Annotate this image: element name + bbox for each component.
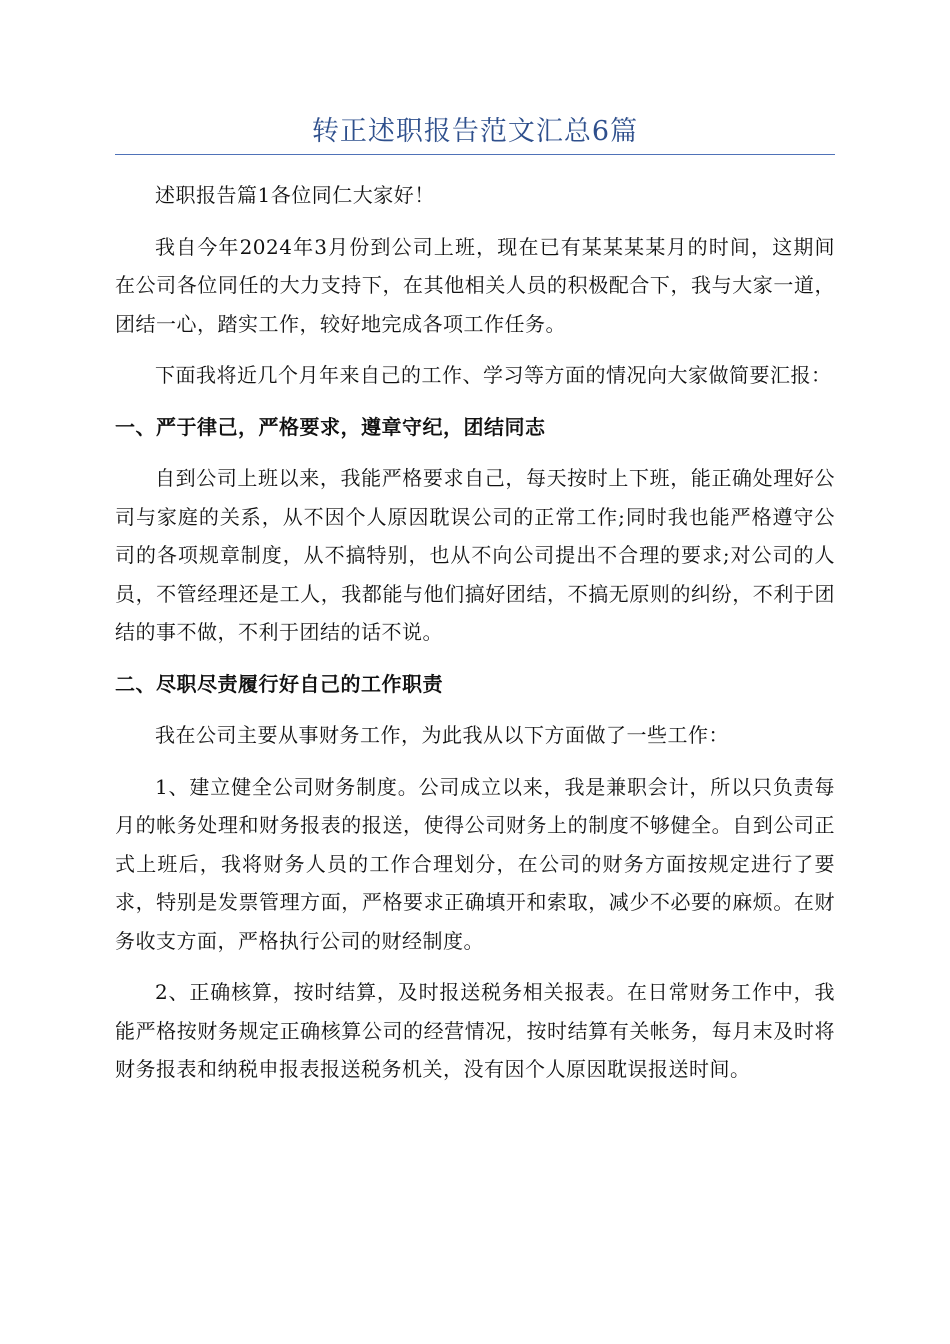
section-1-paragraph: 自到公司上班以来，我能严格要求自己，每天按时上下班，能正确处理好公司与家庭的关系，从不因个人原因耽误公司的正常工作;同时我也能严格遵守公司的各项规章制度，从不搞特别，也从不向公司提出不合理的要求;对公司的人员，不管经理还是工人，我都能与他们搞好团结，不搞无原则的纠纷，不利于团结的事不做，不利于团结的话不说。 bbox=[115, 466, 835, 644]
summary-paragraph: 下面我将近几个月年来自己的工作、学习等方面的情况向大家做简要汇报： bbox=[155, 363, 832, 387]
section-2-intro-paragraph: 我在公司主要从事财务工作，为此我从以下方面做了一些工作： bbox=[155, 723, 729, 747]
section-heading-1: 一、严于律己，严格要求，遵章守纪，团结同志 bbox=[115, 414, 546, 439]
title-underline bbox=[115, 154, 835, 155]
intro-paragraph: 我自今年2024年3月份到公司上班，现在已有某某某某月的时间，这期间在公司各位同任的大力支持下，在其他相关人员的积极配合下，我与大家一道，团结一心，踏实工作，较好地完成各项工作任务。 bbox=[115, 234, 835, 336]
document-body bbox=[115, 176, 835, 1102]
document-title: 转正述职报告范文汇总6篇 bbox=[311, 116, 639, 147]
section-2-item-2-paragraph: 2、正确核算，按时结算，及时报送税务相关报表。在日常财务工作中，我能严格按财务规定正确核算公司的经营情况，按时结算有关帐务，每月末及时将财务报表和纳税申报表报送税务机关，没有因个人原因耽误报送时间。 bbox=[115, 980, 835, 1081]
greeting-paragraph: 述职报告篇1各位同仁大家好！ bbox=[155, 183, 435, 207]
section-heading-2: 二、尽职尽责履行好自己的工作职责 bbox=[115, 671, 443, 696]
section-2-item-1-paragraph: 1、建立健全公司财务制度。公司成立以来，我是兼职会计，所以只负责每月的帐务处理和财务报表的报送，使得公司财务上的制度不够健全。自到公司正式上班后，我将财务人员的工作合理划分，在公司的财务方面按规定进行了要求，特别是发票管理方面，严格要求正确填开和索取，减少不必要的麻烦。在财务收支方面，严格执行公司的财经制度。 bbox=[115, 774, 835, 953]
